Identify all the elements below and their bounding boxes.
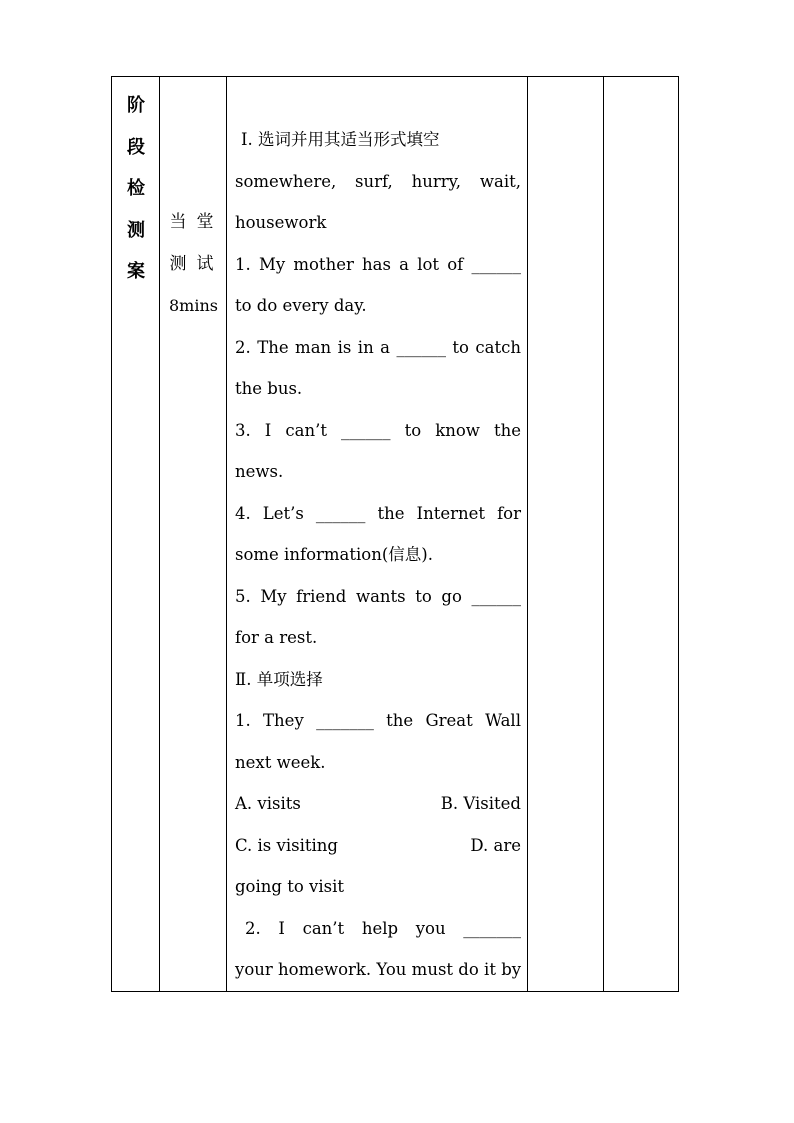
section1-title: Ⅰ. 选词并用其适当形式填空 [241, 130, 440, 149]
stage-char: 案 [127, 261, 145, 282]
question-line: 1. They _______ the Great Wall [235, 711, 521, 730]
lesson-table [111, 76, 679, 992]
activity-name-line2: 测试 [169, 253, 224, 274]
question-line: 4. Let’s ______ the Internet for [235, 503, 521, 523]
stage-char: 阶 [127, 95, 145, 116]
stage-char: 测 [127, 219, 145, 241]
question-line: 2. I can’t help you _______ [245, 918, 521, 938]
activity-duration: 8mins [169, 296, 218, 315]
option-row [235, 825, 521, 867]
column-divider [603, 77, 604, 991]
activity-name-line1: 当堂 [169, 212, 224, 232]
question-line: for a rest. [235, 628, 318, 647]
question-line: your homework. You must do it by [235, 960, 522, 979]
question-line: 1. My mother has a lot of ______ [235, 254, 521, 274]
question-line: 5. My friend wants to go ______ [235, 586, 521, 606]
option-d: D. are [470, 835, 521, 855]
question-line: next week. [235, 752, 326, 772]
word-bank-line: somewhere, surf, hurry, wait, [235, 171, 521, 191]
option-c: C. is visiting [235, 835, 338, 855]
question-line: to do every day. [235, 296, 367, 315]
question-line: the bus. [235, 379, 303, 398]
option-a: A. visits [235, 794, 301, 813]
option-row [235, 783, 521, 825]
question-line: news. [235, 462, 284, 481]
option-d-continued: going to visit [235, 877, 344, 896]
stage-label [112, 77, 160, 293]
option-b: B. Visited [440, 794, 521, 813]
stage-char: 检 [127, 178, 145, 199]
question-line: 3. I can’t ______ to know the [235, 420, 521, 440]
word-bank-line: housework [235, 213, 327, 232]
exercise-content [235, 119, 521, 991]
question-line: 2. The man is in a ______ to catch [235, 337, 521, 357]
question-line: some information(信息). [235, 545, 433, 564]
column-divider [527, 77, 528, 991]
stage-char: 段 [127, 136, 145, 158]
section2-title: Ⅱ. 单项选择 [235, 669, 323, 689]
